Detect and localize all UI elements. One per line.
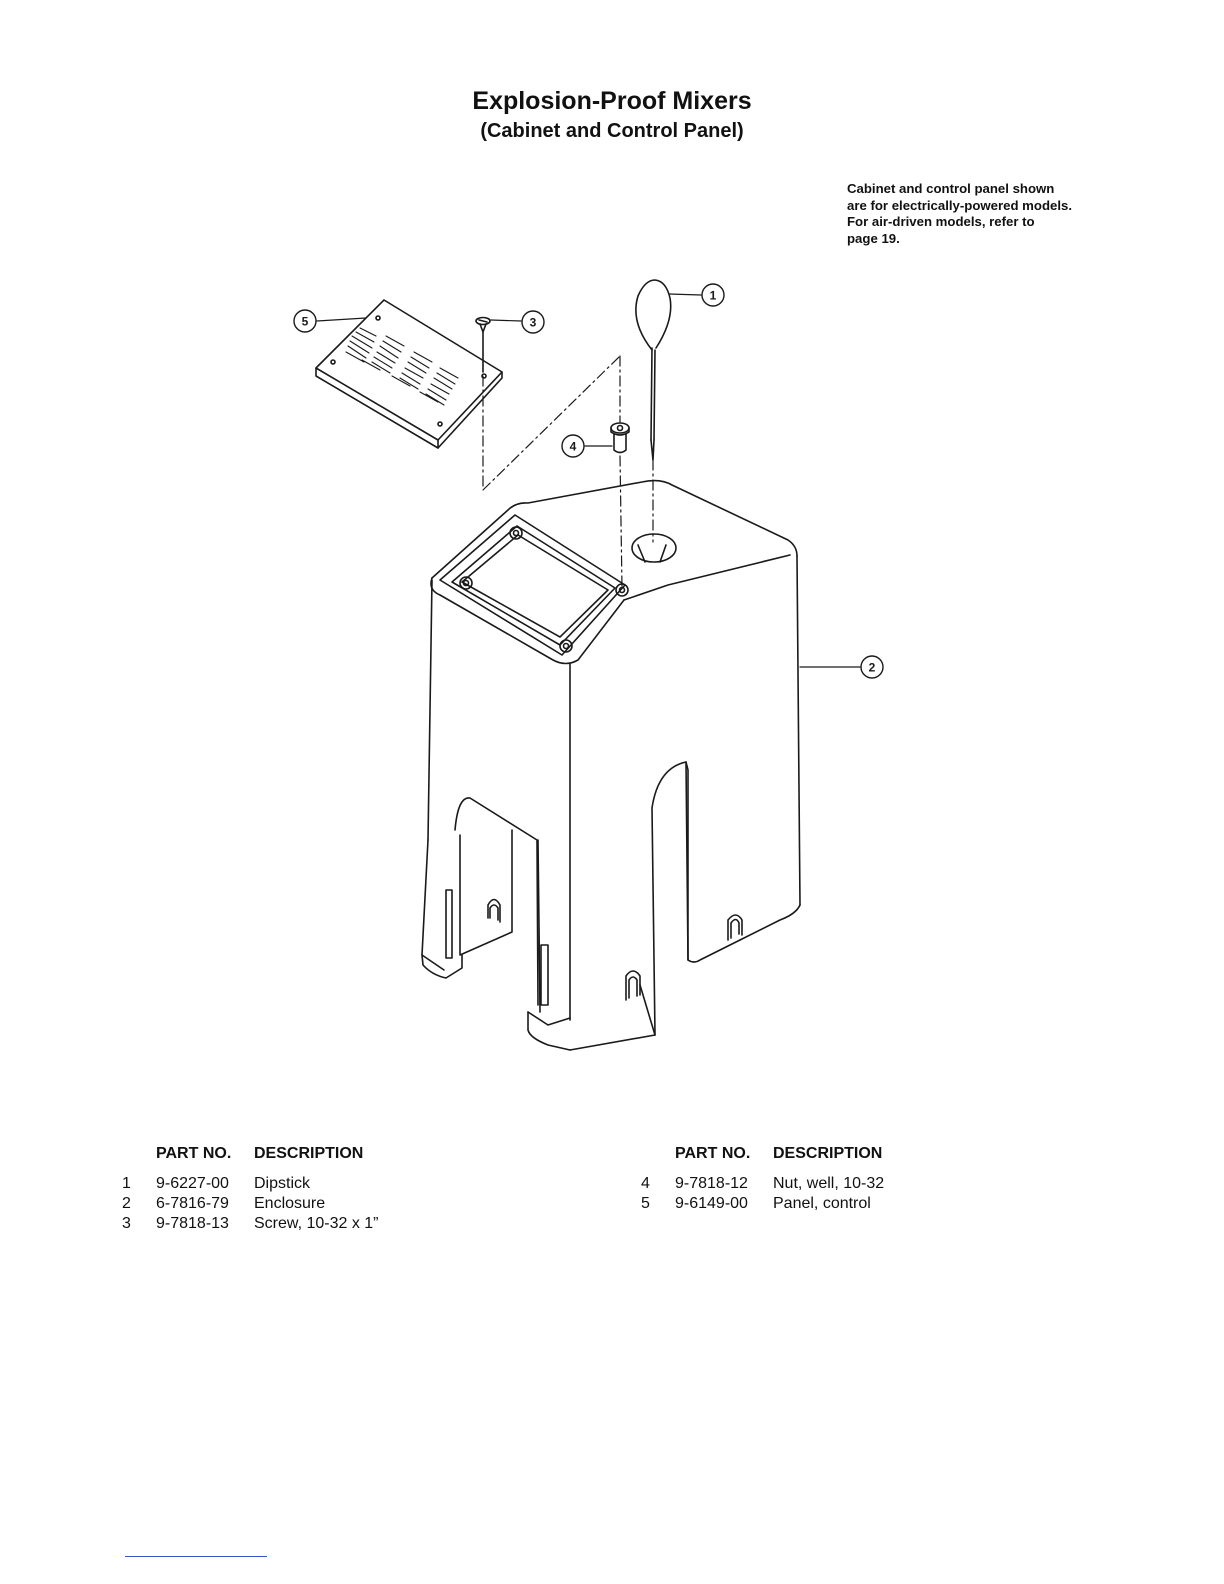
item-number: 4 bbox=[641, 1175, 650, 1192]
control-panel-drawing bbox=[316, 300, 502, 448]
well-nut-drawing bbox=[611, 423, 629, 453]
part-number: 9-6149-00 bbox=[675, 1195, 748, 1212]
enclosure-drawing bbox=[422, 481, 800, 1050]
parts-row bbox=[641, 1174, 884, 1194]
part-no-header: PART NO. bbox=[675, 1145, 751, 1162]
parts-row bbox=[122, 1214, 379, 1234]
item-number: 3 bbox=[122, 1215, 131, 1232]
parts-row bbox=[122, 1174, 379, 1194]
part-number: 9-6227-00 bbox=[156, 1175, 229, 1192]
parts-list-header bbox=[641, 1144, 884, 1164]
parts-list-left bbox=[122, 1144, 379, 1234]
model-note-line: page 19. bbox=[847, 230, 900, 246]
model-note-line: Cabinet and control panel shown bbox=[847, 181, 1055, 196]
parts-list-header bbox=[122, 1144, 379, 1164]
callout-1-label: 1 bbox=[709, 288, 717, 303]
parts-list-right bbox=[641, 1144, 884, 1214]
description-header: DESCRIPTION bbox=[773, 1145, 883, 1162]
dipstick-drawing bbox=[636, 280, 671, 460]
callout-5-label: 5 bbox=[301, 314, 309, 329]
footer-rule bbox=[125, 1556, 267, 1557]
callout-4-label: 4 bbox=[569, 439, 577, 454]
part-description: Nut, well, 10-32 bbox=[773, 1175, 885, 1192]
part-no-header: PART NO. bbox=[156, 1145, 232, 1162]
item-number: 5 bbox=[641, 1195, 650, 1212]
part-description: Dipstick bbox=[254, 1175, 311, 1192]
item-number: 1 bbox=[122, 1175, 131, 1192]
parts-row bbox=[641, 1194, 884, 1214]
part-description: Panel, control bbox=[773, 1195, 871, 1212]
part-number: 6-7816-79 bbox=[156, 1195, 229, 1212]
model-note-line: are for electrically-powered models. bbox=[847, 197, 1073, 213]
model-note-line: For air-driven models, refer to bbox=[847, 214, 1035, 229]
description-header: DESCRIPTION bbox=[254, 1145, 364, 1162]
item-number: 2 bbox=[122, 1195, 131, 1212]
callout-2-label: 2 bbox=[868, 660, 876, 675]
assembly-lines bbox=[483, 356, 653, 588]
part-number: 9-7818-12 bbox=[675, 1175, 748, 1192]
parts-row bbox=[122, 1194, 379, 1214]
part-number: 9-7818-13 bbox=[156, 1215, 229, 1232]
callout-3-label: 3 bbox=[529, 315, 537, 330]
page-title: Explosion-Proof Mixers bbox=[472, 87, 752, 115]
part-description: Enclosure bbox=[254, 1195, 326, 1212]
part-description: Screw, 10-32 x 1” bbox=[254, 1215, 379, 1232]
page-subtitle: (Cabinet and Control Panel) bbox=[480, 120, 744, 142]
callout-circles bbox=[294, 284, 883, 678]
